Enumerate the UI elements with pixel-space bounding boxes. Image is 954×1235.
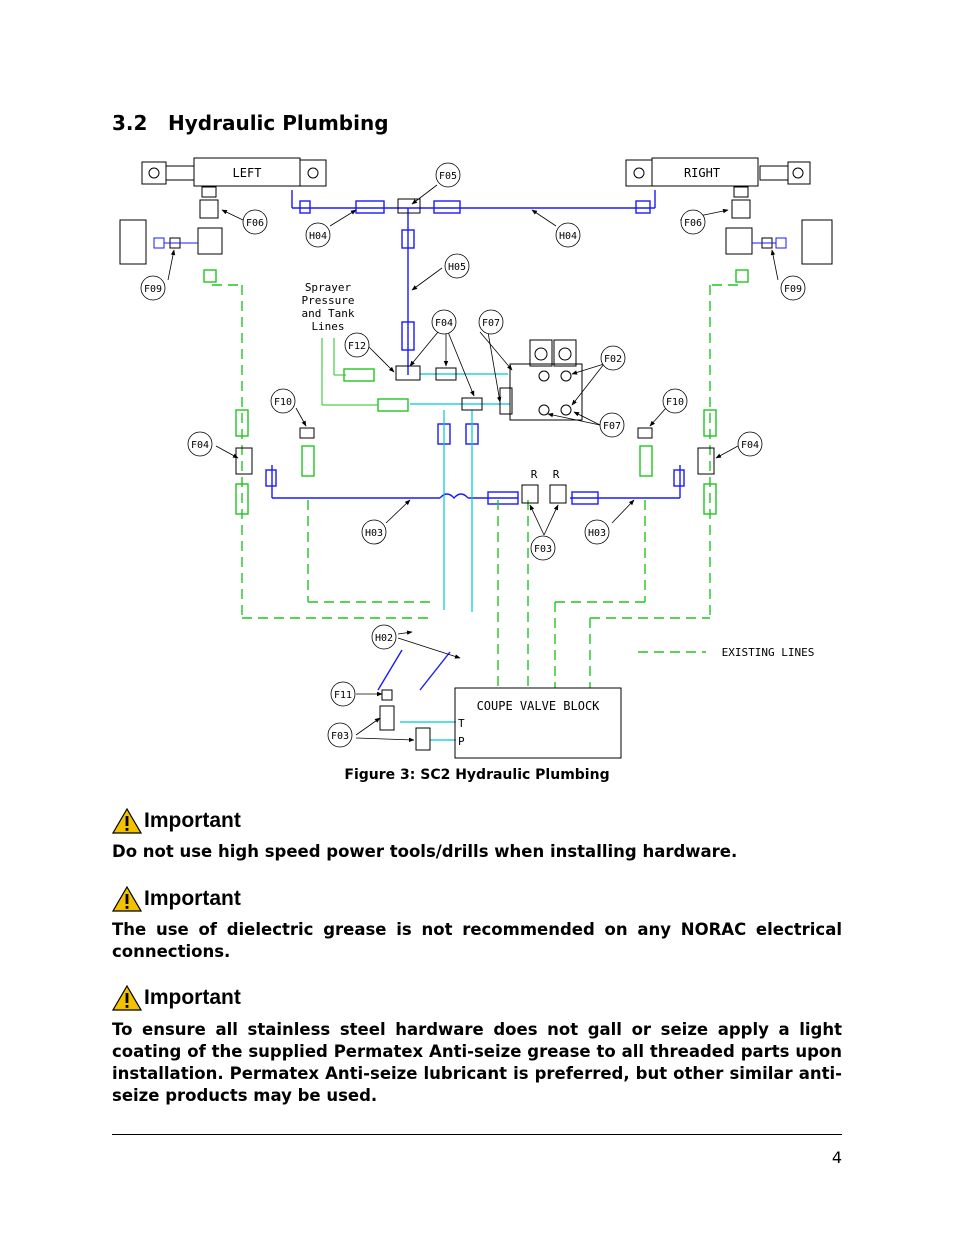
- callout-label-h03-left: H03: [364, 528, 384, 539]
- callout-label-f04-right: F04: [740, 440, 760, 451]
- right-cylinder: [626, 158, 810, 186]
- callout-label-h04-left: H04: [308, 231, 328, 242]
- callout-label-f10-right: F10: [665, 397, 685, 408]
- control-valve-block: [500, 340, 582, 420]
- warning-triangle-icon: [112, 886, 142, 912]
- callout-label-f04-left: F04: [190, 440, 210, 451]
- tank-lines: [400, 374, 510, 740]
- leader-lines: [168, 185, 778, 740]
- port-r-label-left: R: [530, 468, 538, 481]
- existing-lines: [204, 270, 748, 688]
- important-label-3: Important: [144, 986, 241, 1009]
- sprayer-lines-label: [302, 281, 355, 333]
- callout-label-f12: F12: [347, 341, 367, 352]
- callout-label-h04-right: H04: [558, 231, 578, 242]
- important-notice-heading-1: [112, 808, 241, 834]
- callout-label-f06-left: F06: [245, 218, 265, 229]
- port-r-label-right: R: [552, 468, 560, 481]
- callout-label-f03-center: F03: [533, 544, 553, 555]
- sprayer-label-line-4: Lines: [311, 320, 345, 333]
- callout-label-f06-right: F06: [683, 218, 703, 229]
- callout-label-f05: F05: [438, 171, 458, 182]
- important-notice-heading-3: [112, 985, 241, 1011]
- important-notice-heading-2: [112, 886, 241, 912]
- callout-label-f11: F11: [333, 690, 353, 701]
- page-number: 4: [831, 1148, 842, 1167]
- sprayer-label-line-3: and Tank: [301, 307, 355, 320]
- hydraulic-plumbing-diagram: [110, 150, 840, 765]
- callout-label-f03-bottom: F03: [330, 731, 350, 742]
- callout-label-h05: H05: [447, 262, 467, 273]
- callout-label-h02: H02: [374, 633, 394, 644]
- callout-label-f10-left: F10: [273, 397, 293, 408]
- sprayer-label-line-2: Pressure: [301, 294, 355, 307]
- port-p-label: P: [458, 735, 465, 748]
- left-valve-assembly: [120, 187, 222, 264]
- important-label-1: Important: [144, 809, 241, 832]
- port-t-label: T: [458, 717, 465, 730]
- pressure-lines: [266, 190, 684, 690]
- callout-label-f09-right: F09: [783, 284, 803, 295]
- figure-caption: Figure 3: SC2 Hydraulic Plumbing: [344, 767, 610, 783]
- coupe-valve-block: [455, 688, 621, 758]
- callouts: [141, 163, 805, 747]
- warning-triangle-icon: [112, 808, 142, 834]
- callout-label-f02: F02: [603, 354, 623, 365]
- important-notice-text-1: Do not use high speed power tools/drills when installing hardware.: [112, 842, 738, 861]
- important-notice-text-3: To ensure all stainless steel hardware does not gall or seize apply a light coating of the supplied Permatex Anti-seize grease to all threaded parts upon installation. Permatex Anti-seize lubricant is preferred, but other similar anti-seize products may be used.: [112, 1020, 842, 1105]
- section-number: 3.2: [112, 111, 148, 135]
- callout-label-f07-bottom: F07: [602, 421, 622, 432]
- existing-lines-label: EXISTING LINES: [721, 646, 815, 659]
- important-notice-text-2: The use of dielectric grease is not recommended on any NORAC electrical connections.: [112, 920, 842, 961]
- warning-triangle-icon: [112, 985, 142, 1011]
- section-title: Hydraulic Plumbing: [168, 111, 389, 135]
- right-cylinder-label: RIGHT: [683, 166, 721, 180]
- callout-label-f09-left: F09: [143, 284, 163, 295]
- coupe-valve-block-label: COUPE VALVE BLOCK: [476, 699, 600, 713]
- callout-label-h03-right: H03: [587, 528, 607, 539]
- callout-label-f04-center: F04: [434, 318, 454, 329]
- important-label-2: Important: [144, 887, 241, 910]
- callout-labels: [144, 171, 802, 742]
- right-valve-assembly: [726, 187, 832, 264]
- section-heading: [112, 111, 389, 135]
- footer-divider: [112, 1134, 842, 1135]
- callout-label-f07-top: F07: [481, 318, 501, 329]
- left-cylinder: [142, 158, 326, 186]
- left-cylinder-label: LEFT: [232, 166, 262, 180]
- sprayer-label-line-1: Sprayer: [304, 281, 352, 294]
